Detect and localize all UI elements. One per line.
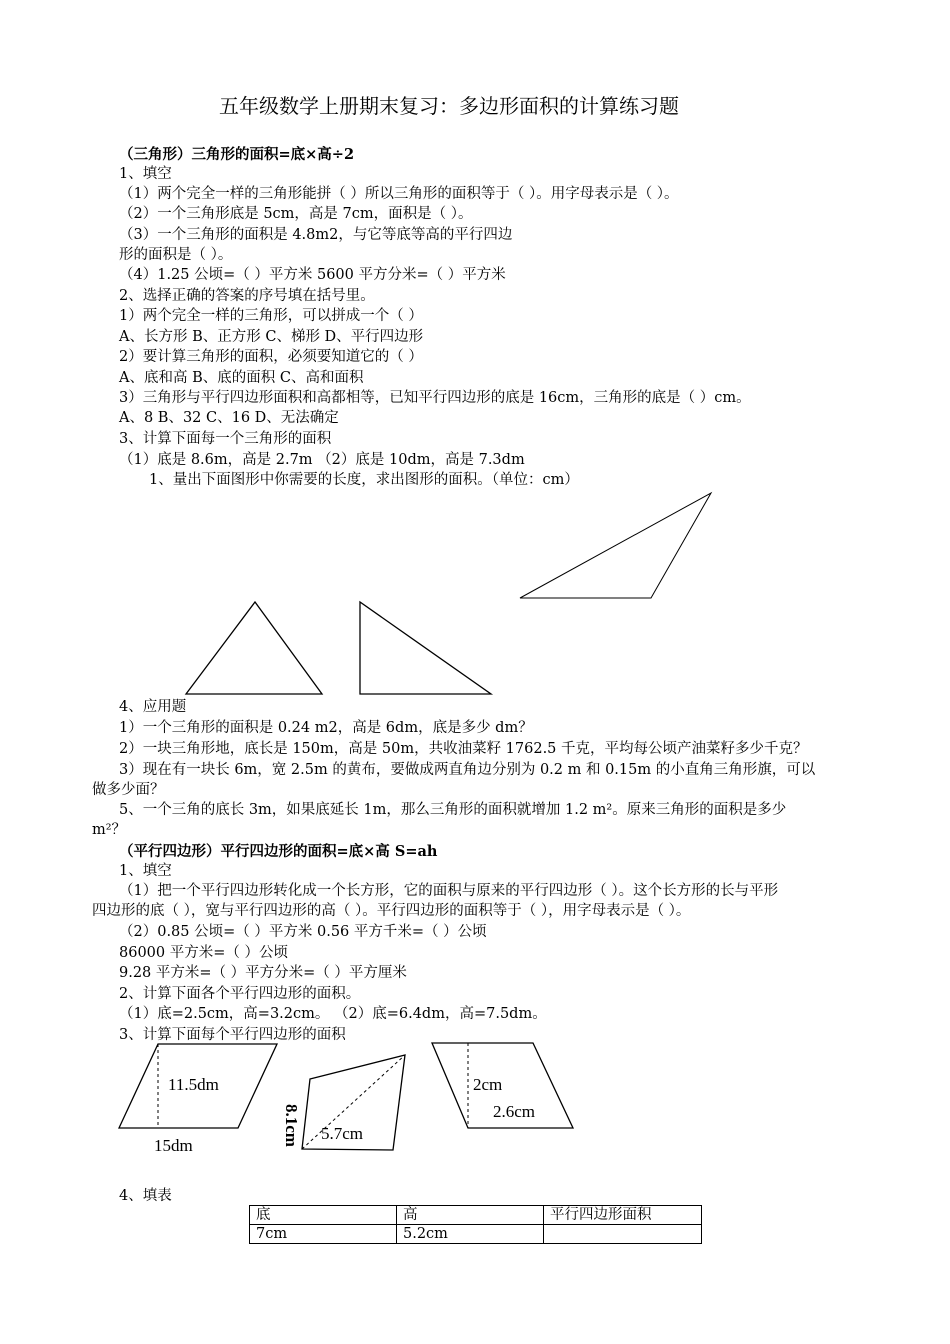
triangle-choice-q1-options: A、长方形 B、正方形 C、梯形 D、平行四边形: [119, 329, 424, 345]
parallelogram-table-title: 4、填表: [119, 1188, 172, 1204]
triangle-choice-q1: 1）两个完全一样的三角形，可以拼成一个（ ）: [119, 308, 423, 324]
parallelogram-fill-q1a: （1）把一个平行四边形转化成一个长方形，它的面积与原来的平行四边形（ ）。这个长方形的长与平形: [119, 883, 779, 899]
triangle-choice-q2-options: A、底和高 B、底的面积 C、高和面积: [119, 370, 364, 386]
parallelogram-fill-title: 1、填空: [119, 863, 172, 879]
triangle-fill-q1: （1）两个完全一样的三角形能拼（ ）所以三角形的面积等于（ ）。用字母表示是（ ）。: [119, 186, 679, 202]
triangle-app-title: 4、应用题: [119, 699, 187, 715]
fig2-side-label: 8.1cm: [282, 1104, 301, 1147]
parallelogram-fill-q2: （2）0.85 公顷=（ ）平方米 0.56 平方千米=（ ）公顷: [119, 924, 487, 940]
parallelogram-calc-items: （1）底=2.5cm，高=3.2cm。 （2）底=6.4dm，高=7.5dm。: [119, 1006, 547, 1022]
triangle-fill-q3a: （3）一个三角形的面积是 4.8m2，与它等底等高的平行四边: [119, 227, 513, 243]
fig3-base-label: 2.6cm: [493, 1102, 536, 1121]
table-row: [250, 1225, 702, 1244]
table-cell: 5.2cm: [397, 1225, 544, 1244]
table-header-row: [250, 1206, 702, 1225]
triangle-app-q2: 2）一块三角形地，底长是 150m，高是 50m，共收油菜籽 1762.5 千克，平均每公顷产油菜籽多少千克？: [119, 741, 808, 757]
triangle-calc-title: 3、计算下面每一个三角形的面积: [119, 431, 332, 447]
fig3-height-label: 2cm: [473, 1075, 503, 1094]
parallelogram-fill-q1b: 四边形的底（ ），宽与平行四边形的高（ ）。平行四边形的面积等于（ ），用字母表示是（ ）。: [92, 903, 691, 919]
table-header-cell: 平行四边形面积: [544, 1206, 702, 1225]
triangle-choice-q2: 2）要计算三角形的面积，必须要知道它的（ ）: [119, 349, 423, 365]
triangle-app-q3a: 3）现在有一块长 6m，宽 2.5m 的黄布，要做成两直角边分别为 0.2 m 和 0.15m 的小直角三角形旗，可以: [119, 762, 816, 778]
triangle-app-q1: 1）一个三角形的面积是 0.24 m2，高是 6dm，底是多少 dm？: [119, 720, 533, 736]
triangle-measure-instruction: 1、量出下面图形中你需要的长度，求出图形的面积。（单位：cm）: [149, 472, 579, 488]
fig1-height-label: 11.5dm: [168, 1075, 219, 1094]
table-cell: 7cm: [250, 1225, 397, 1244]
parallelogram-fill-q3: 86000 平方米=（ ）公顷: [119, 945, 288, 961]
parallelogram-figure-2: [282, 1055, 405, 1150]
triangle-fill-title: 1、填空: [119, 166, 172, 182]
triangle-fill-q2: （2）一个三角形底是 5cm，高是 7cm，面积是（ ）。: [119, 206, 473, 222]
table-header-cell: 底: [250, 1206, 397, 1225]
triangle-section-heading: （三角形）三角形的面积=底×高÷2: [119, 146, 355, 163]
triangle-choice-q3-options: A、8 B、32 C、16 D、无法确定: [119, 410, 339, 426]
triangle-fill-q4: （4）1.25 公顷=（ ）平方米 5600 平方分米=（ ）平方米: [119, 267, 506, 283]
parallelogram-figure-3: [432, 1043, 573, 1128]
triangle-app-q5a: 5、一个三角的底长 3m，如果底延长 1m，那么三角形的面积就增加 1.2 m²。原来三角形的面积是多少: [119, 802, 787, 818]
triangle-calc-items: （1）底是 8.6m，高是 2.7m （2）底是 10dm，高是 7.3dm: [119, 452, 525, 468]
parallelogram-calc-title: 2、计算下面各个平行四边形的面积。: [119, 986, 361, 1002]
parallelogram-section-heading: （平行四边形）平行四边形的面积=底×高 S=ah: [119, 843, 438, 860]
table-cell-empty[interactable]: [544, 1225, 702, 1244]
triangle-choice-title: 2、选择正确的答案的序号填在括号里。: [119, 288, 375, 304]
fill-table: [249, 1205, 702, 1244]
parallelogram-calc3-title: 3、计算下面每个平行四边形的面积: [119, 1027, 346, 1043]
parallelogram-figure-1: [119, 1044, 277, 1155]
triangle-app-q3b: 做多少面？: [92, 782, 165, 798]
parallelogram-fill-q4: 9.28 平方米=（ ）平方分米=（ ）平方厘米: [119, 965, 407, 981]
page-title: 五年级数学上册期末复习：多边形面积的计算练习题: [219, 94, 679, 118]
triangle-app-q5b: m²？: [92, 822, 127, 838]
table-header-cell: 高: [397, 1206, 544, 1225]
triangle-fill-q3b: 形的面积是（ ）。: [119, 247, 233, 263]
fig2-base-label: 5.7cm: [321, 1124, 364, 1143]
fig1-base-label: 15dm: [154, 1136, 193, 1155]
triangle-choice-q3: 3）三角形与平行四边形面积和高都相等，已知平行四边形的底是 16cm，三角形的底是（ ）cm。: [119, 390, 751, 406]
